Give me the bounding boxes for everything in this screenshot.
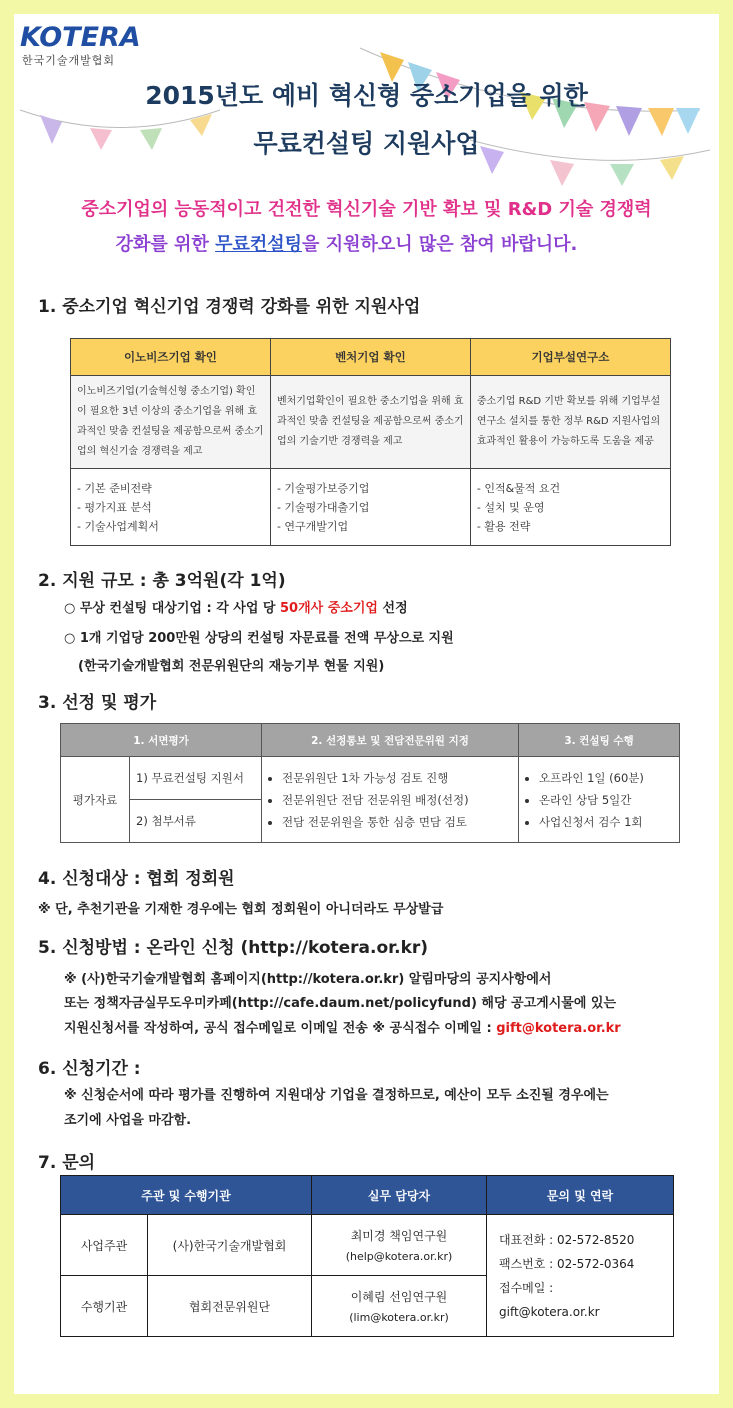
t7-contact-cell <box>487 1215 674 1337</box>
section7-heading: 7. 문의 <box>38 1153 96 1173</box>
staff-email[interactable]: (help@kotera.or.kr) <box>345 1250 453 1263</box>
section5-line2: 또는 정책자금실무도우미카페(http://cafe.daum.net/policyfund) 해당 공고게시물에 있는 <box>64 996 617 1011</box>
staff-name: 최미경 책임연구원 <box>350 1229 448 1243</box>
evaluation-table <box>60 723 680 843</box>
t1-desc-lab: 중소기업 R&D 기반 확보를 위해 기업부설연구소 설치를 통한 정부 R&D 지원사업의 효과적인 활용이 가능하도록 도움을 제공 <box>470 376 670 469</box>
t7-staff-cell <box>312 1276 487 1337</box>
section6-line1: ※ 신청순서에 따라 평가를 진행하여 지원대상 기업을 결정하므로, 예산이 모두 소진될 경우에는 <box>64 1088 609 1103</box>
list-item: • 전문위원단 1차 가능성 검토 진행 <box>282 767 512 789</box>
list-item: - 기술평가보증기업 <box>276 481 370 495</box>
t1-list-venture <box>270 469 470 546</box>
t3-steps3-cell <box>519 757 680 843</box>
support-programs-table <box>70 338 671 546</box>
staff-email[interactable]: (lim@kotera.or.kr) <box>349 1311 449 1324</box>
t3-doc-2: 2) 첨부서류 <box>130 800 262 843</box>
contact-table <box>60 1175 674 1337</box>
logo-wordmark: KOTERA <box>20 22 141 53</box>
t7-role: 사업주관 <box>61 1215 148 1276</box>
list-item: • 전문위원단 전담 전문위원 배정(선정) <box>282 789 512 811</box>
fax-number: 팩스번호 : 02-572-0364 <box>499 1256 635 1271</box>
section2-line3: (한국기술개발협회 전문위원단의 재능기부 현물 지원) <box>78 659 385 674</box>
section6-heading: 6. 신청기간 : <box>38 1059 141 1079</box>
t7-org: (사)한국기술개발협회 <box>148 1215 312 1276</box>
section3-heading: 3. 선정 및 평가 <box>38 693 157 713</box>
t1-header-lab: 기업부설연구소 <box>470 339 670 376</box>
list-item: - 설치 및 운영 <box>476 500 545 514</box>
t1-header-innobiz: 이노비즈기업 확인 <box>71 339 271 376</box>
t1-list-innobiz <box>71 469 271 546</box>
list-item: - 연구개발기업 <box>276 519 349 533</box>
t7-header-org: 주관 및 수행기관 <box>61 1176 312 1215</box>
staff-name: 이혜림 선임연구원 <box>350 1290 448 1304</box>
list-item: - 평가지표 분석 <box>77 500 152 514</box>
section6-line2: 조기에 사업을 마감함. <box>64 1113 192 1128</box>
section1-heading: 1. 중소기업 혁신기업 경쟁력 강화를 위한 지원사업 <box>38 297 421 317</box>
t3-steps2-cell <box>262 757 519 843</box>
t3-header-step3: 3. 컨설팅 수행 <box>519 724 680 757</box>
t3-header-step2: 2. 선정통보 및 전담전문위원 지정 <box>262 724 519 757</box>
t1-desc-innobiz: 이노비즈기업(기술혁신형 중소기업) 확인이 필요한 3년 이상의 중소기업을 위해 효과적인 맞춤 컨설팅을 제공함으로써 중소기업의 혁신기술 경쟁력을 제고 <box>71 376 271 469</box>
section5-line3: 지원신청서를 작성하여, 공식 접수메일로 이메일 전송 ※ 공식접수 이메일 : gift@kotera.or.kr <box>64 1021 621 1036</box>
t7-staff-cell <box>312 1215 487 1276</box>
title-line1: 2015년도 예비 혁신형 중소기업을 위한 <box>145 81 588 110</box>
list-item: • 전담 전문위원을 통한 심층 면담 검토 <box>282 811 512 833</box>
list-item: • 온라인 상담 5일간 <box>539 789 673 811</box>
t7-org: 협회전문위원단 <box>148 1276 312 1337</box>
section4-note: ※ 단, 추천기관을 기재한 경우에는 협회 정회원이 아니더라도 무상발급 <box>38 902 444 917</box>
kotera-logo <box>20 24 141 68</box>
list-item: • 오프라인 1일 (60분) <box>539 767 673 789</box>
section2-heading: 2. 지원 규모 : 총 3억원(각 1억) <box>38 571 286 591</box>
contact-email[interactable]: gift@kotera.or.kr <box>499 1304 600 1319</box>
email-label: 접수메일 : <box>499 1280 554 1295</box>
t1-list-lab <box>470 469 670 546</box>
t7-header-staff: 실무 담당자 <box>312 1176 487 1215</box>
section5-heading: 5. 신청방법 : 온라인 신청 (http://kotera.or.kr) <box>38 938 429 958</box>
tagline-line1: 중소기업의 능동적이고 건전한 혁신기술 기반 확보 및 R&D 기술 경쟁력 <box>81 199 652 220</box>
t3-row-label: 평가자료 <box>61 757 130 843</box>
section5-line1: ※ (사)한국기술개발협회 홈페이지(http://kotera.or.kr) 알림마당의 공지사항에서 <box>64 972 552 987</box>
list-item: - 활용 전략 <box>476 519 531 533</box>
t1-header-venture: 벤처기업 확인 <box>270 339 470 376</box>
t7-header-contact: 문의 및 연락 <box>487 1176 674 1215</box>
section4-heading: 4. 신청대상 : 협회 정회원 <box>38 869 235 889</box>
phone-number: 대표전화 : 02-572-8520 <box>499 1232 635 1247</box>
section2-line1: ○ 무상 컨설팅 대상기업 : 각 사업 당 50개사 중소기업 선정 <box>64 601 408 616</box>
logo-subtitle: 한국기술개발협회 <box>22 54 116 67</box>
t1-desc-venture: 벤처기업확인이 필요한 중소기업을 위해 효과적인 맞춤 컨설팅을 제공함으로써 중소기업의 기술기반 경쟁력을 제고 <box>270 376 470 469</box>
section2-line2: ○ 1개 기업당 200만원 상당의 컨설팅 자문료를 전액 무상으로 지원 <box>64 631 454 646</box>
t3-doc-1: 1) 무료컨설팅 지원서 <box>130 757 262 800</box>
list-item: - 기술평가대출기업 <box>276 500 370 514</box>
list-item: - 인적&물적 요건 <box>476 481 561 495</box>
official-email-link[interactable]: gift@kotera.or.kr <box>496 1021 621 1036</box>
t7-role: 수행기관 <box>61 1276 148 1337</box>
t3-header-step1: 1. 서면평가 <box>61 724 262 757</box>
tagline-line2: 강화를 위한 무료컨설팅을 지원하오니 많은 참여 바랍니다. <box>115 234 578 255</box>
list-item: • 사업신청서 검수 1회 <box>539 811 673 833</box>
title-line2: 무료컨설팅 지원사업 <box>253 129 480 158</box>
list-item: - 기본 준비전략 <box>77 481 152 495</box>
list-item: - 기술사업계획서 <box>77 519 159 533</box>
